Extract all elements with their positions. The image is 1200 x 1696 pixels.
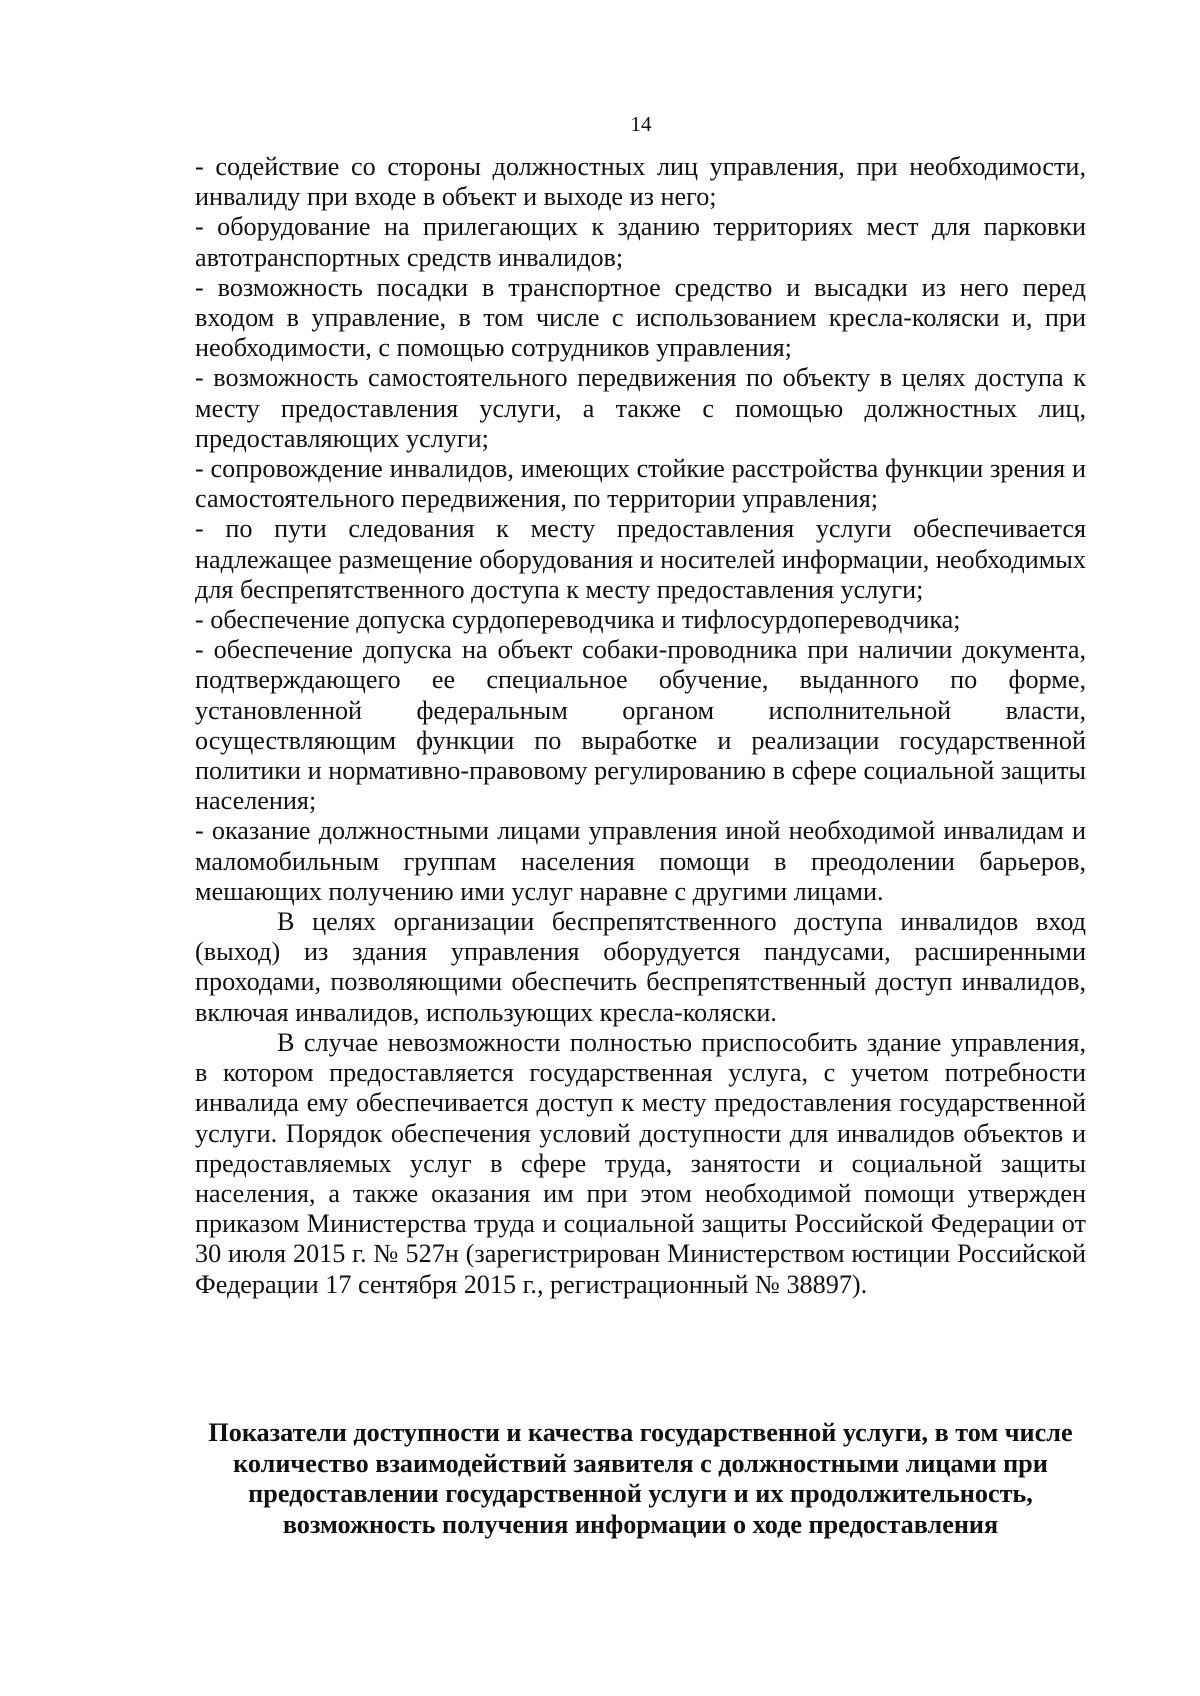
list-item-parking-spaces: - оборудование на прилегающих к зданию территориях мест для парковки автотранспортных средств инвалидов; [195, 212, 1086, 272]
list-item-other-assistance: - оказание должностными лицами управления иной необходимой инвалидам и маломобильным группам населения помощи в преодолении барьеров, мешающих получению ими услуг наравне с другими лицами. [195, 816, 1086, 906]
page-number: 14 [630, 112, 652, 136]
body-text [195, 152, 1086, 1300]
section-heading: Показатели доступности и качества государственной услуги, в том числе количество взаимодействий заявителя с должностными лицами при предоставлении государственной услуги и их продолжительность, возможность получения информации о ходе предоставления [208, 1418, 1073, 1539]
list-item-assistance-entry-exit: - содействие со стороны должностных лиц управления, при необходимости, инвалиду при входе в объект и выходе из него; [195, 152, 1086, 212]
list-item-guide-dog: - обеспечение допуска на объект собаки-проводника при наличии документа, подтверждающего ее специальное обучение, выданного по форме, установленной федеральным органом исполнительной власти, осуществляющим функции по выработке и реализации государственной политики и нормативно-правовому регулированию в сфере социальной защиты населения; [195, 635, 1086, 816]
list-item-sign-interpreter: - обеспечение допуска сурдопереводчика и тифлосурдопереводчика; [195, 605, 961, 635]
paragraph-accessibility-order: В случае невозможности полностью приспособить здание управления, в котором предоставляется государственная услуга, с учетом потребности инвалида ему обеспечивается доступ к месту предоставления государственной услуги. Порядок обеспечения условий доступности для инвалидов объектов и предоставляемых услуг в сфере труда, занятости и социальной защиты населения, а также оказания им при этом необходимой помощи утвержден приказом Министерства труда и социальной защиты Российской Федерации от 30 июля 2015 г. № 527н (зарегистрирован Министерством юстиции Российской Федерации 17 сентября 2015 г., регистрационный № 38897). [195, 1027, 1086, 1299]
list-item-equipment-placement: - по пути следования к месту предоставления услуги обеспечивается надлежащее размещение оборудования и носителей информации, необходимых для беспрепятственного доступа к месту предоставления услуги; [195, 514, 1086, 604]
list-item-escort: - сопровождение инвалидов, имеющих стойкие расстройства функции зрения и самостоятельного передвижения, по территории управления; [195, 454, 1086, 514]
list-item-vehicle-boarding: - возможность посадки в транспортное средство и высадки из него перед входом в управление, в том числе с использованием кресла-коляски и, при необходимости, с помощью сотрудников управления; [195, 272, 1086, 363]
list-item-independent-movement: - возможность самостоятельного передвижения по объекту в целях доступа к месту предоставления услуги, а также с помощью должностных лиц, предоставляющих услуги; [195, 363, 1086, 453]
paragraph-ramps: В целях организации беспрепятственного доступа инвалидов вход (выход) из здания управления оборудуется пандусами, расширенными проходами, позволяющими обеспечить беспрепятственный доступ инвалидов, включая инвалидов, использующих кресла-коляски. [195, 907, 1086, 1027]
